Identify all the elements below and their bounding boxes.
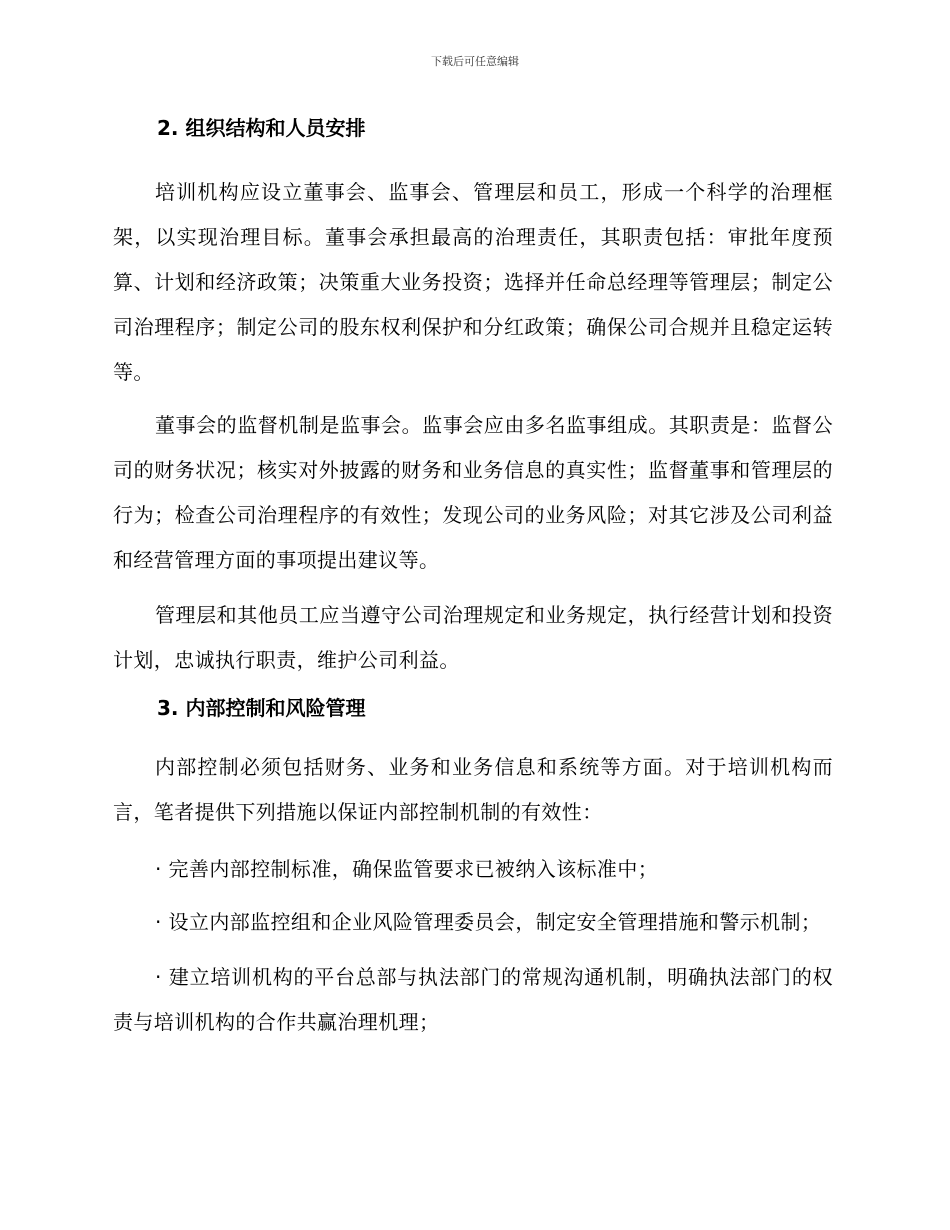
bullet-item-communication-mechanism: · 建立培训机构的平台总部与执法部门的常规沟通机制，明确执法部门的权责与培训机构的合作共赢治理机理； [113,965,833,1034]
section-heading-organization: 2. 组织结构和人员安排 [157,116,366,140]
paragraph-management: 管理层和其他员工应当遵守公司治理规定和业务规定，执行经营计划和投资计划，忠诚执行职责，维护公司利益。 [113,603,833,672]
paragraph-board-of-directors: 培训机构应设立董事会、监事会、管理层和员工，形成一个科学的治理框架，以实现治理目标。董事会承担最高的治理责任，其职责包括：审批年度预算、计划和经济政策；决策重大业务投资；选择并任命总经理等管理层；制定公司治理程序；制定公司的股东权利保护和分红政策；确保公司合规并且稳定运转等。 [113,180,833,384]
section-heading-internal-control: 3. 内部控制和风险管理 [157,696,366,720]
paragraph-internal-control-intro: 内部控制必须包括财务、业务和业务信息和系统等方面。对于培训机构而言，笔者提供下列措施以保证内部控制机制的有效性： [113,755,833,824]
bullet-item-monitoring-group: · 设立内部监控组和企业风险管理委员会，制定安全管理措施和警示机制； [155,910,822,934]
page-header-watermark: 下载后可任意编辑 [431,55,519,68]
document-body [113,113,833,1045]
bullet-item-control-standards: · 完善内部控制标准，确保监管要求已被纳入该标准中； [155,857,659,881]
paragraph-supervisory-board: 董事会的监督机制是监事会。监事会应由多名监事组成。其职责是：监督公司的财务状况；核实对外披露的财务和业务信息的真实性；监督董事和管理层的行为；检查公司治理程序的有效性；发现公司的业务风险；对其它涉及公司利益和经营管理方面的事项提出建议等。 [113,413,833,572]
